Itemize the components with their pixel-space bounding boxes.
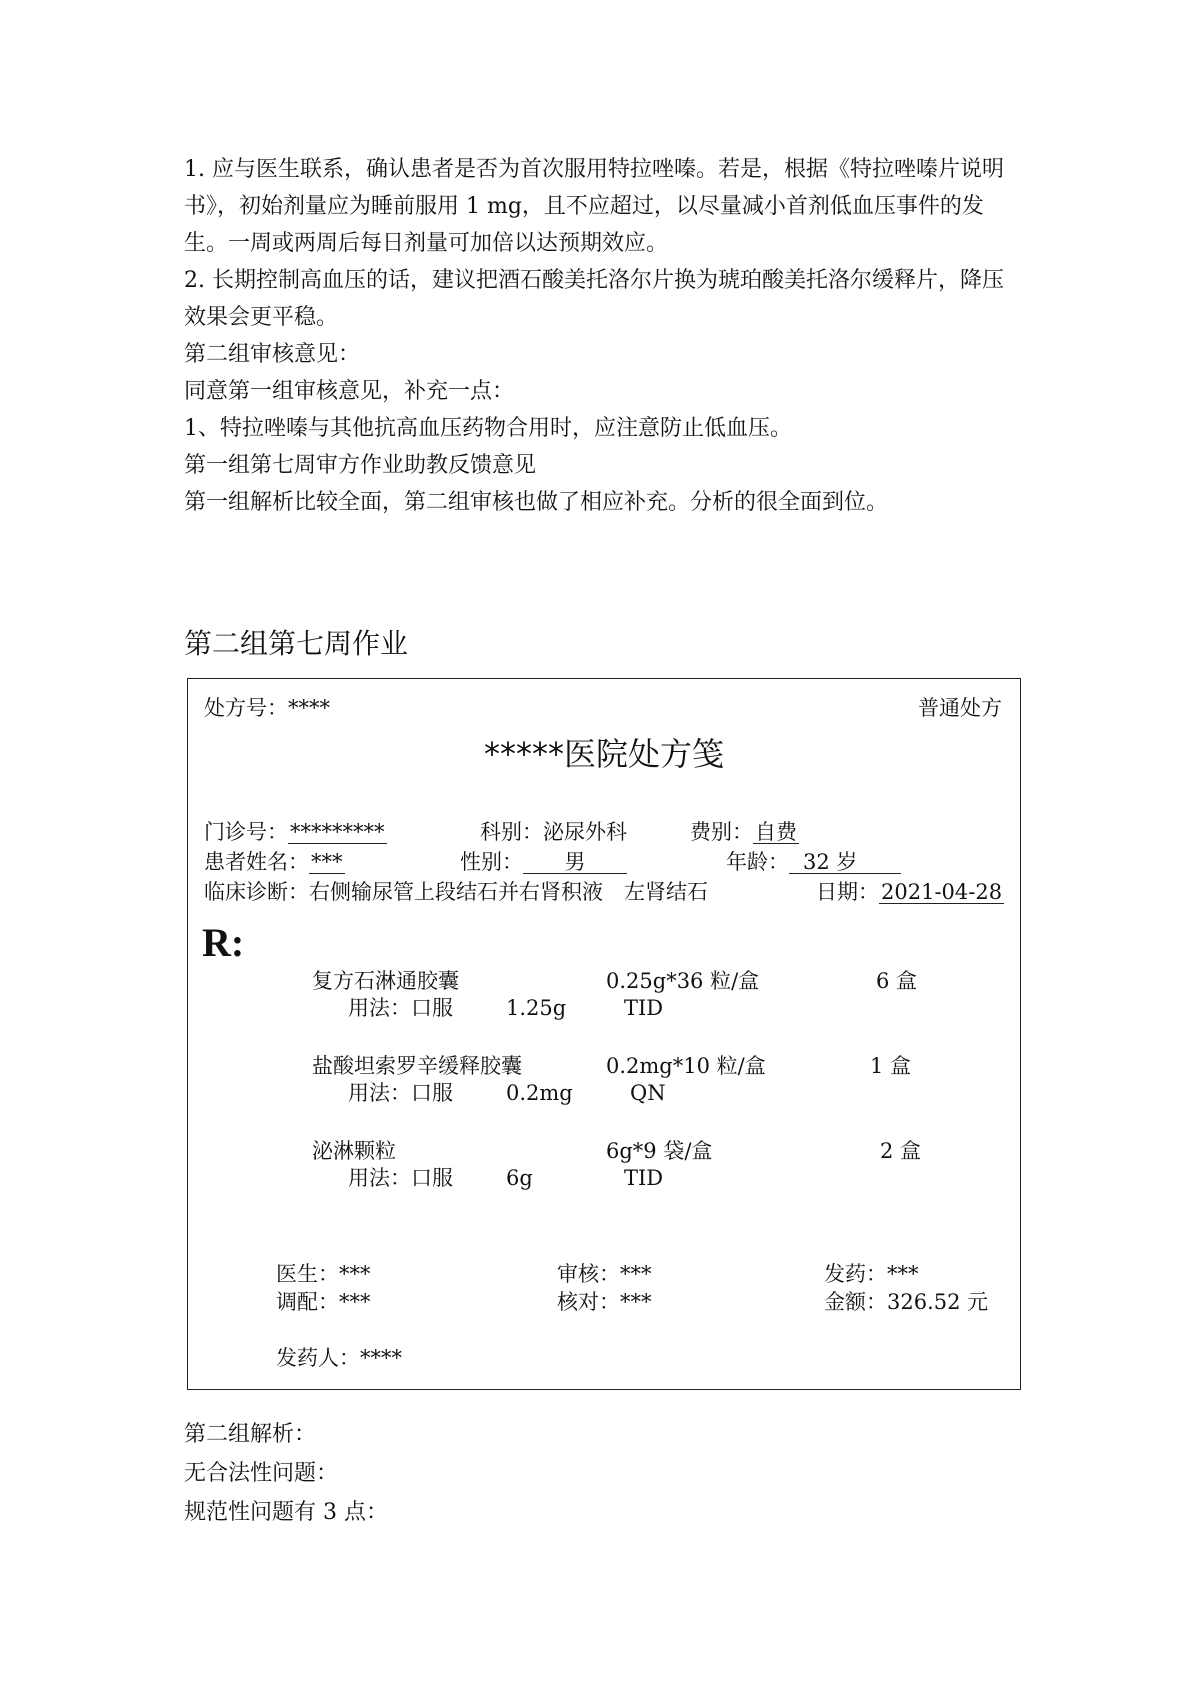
drug-2-name: 盐酸坦索罗辛缓释胶囊: [312, 1054, 522, 1078]
age-label: 年龄：: [726, 850, 789, 874]
section-heading: 第二组第七周作业: [184, 627, 409, 660]
group2-review-point-1: 1、特拉唑嗪与其他抗高血压药物合用时，应注意防止低血压。: [184, 416, 792, 441]
department: [480, 819, 627, 845]
fee-type-label: 费别：: [690, 820, 753, 844]
age-value: 32 岁: [789, 851, 901, 874]
group2-review-agree: 同意第一组审核意见，补充一点：: [184, 379, 515, 404]
rx-date-label: 日期：: [816, 880, 879, 904]
clinic-number-label: 门诊号：: [204, 820, 288, 844]
intro-paragraph-1: 1. 应与医生联系，确认患者是否为首次服用特拉唑嗪。若是，根据《特拉唑嗪片说明书》，初始剂量应为睡前服用 1 mg，且不应超过，以尽量减小首剂低血压事件的发生。一周或两周后每日剂量可加倍以达预期效应。: [184, 157, 1004, 256]
patient-name-label: 患者姓名：: [204, 850, 309, 874]
diagnosis: [204, 879, 708, 905]
dispenser-signature: 发药：***: [824, 1262, 919, 1286]
ta-feedback-text: 第一组解析比较全面，第二组审核也做了相应补充。分析的很全面到位。: [184, 490, 889, 515]
reviewer-signature: 审核：***: [557, 1262, 652, 1286]
clinic-number: [204, 819, 387, 845]
drug-1-usage: 用法：口服: [348, 996, 453, 1020]
patient-name-value: ***: [311, 850, 343, 874]
gender-label: 性别：: [460, 850, 523, 874]
drug-1-quantity: 6 盒: [876, 969, 918, 993]
rx-number-value: ****: [288, 696, 330, 720]
compounder-signature: 调配：***: [276, 1290, 371, 1314]
intro-paragraph-2: 2. 长期控制高血压的话，建议把酒石酸美托洛尔片换为琥珀酸美托洛尔缓释片，降压效果会更平稳。: [184, 268, 1004, 330]
drug-3-name: 泌淋颗粒: [312, 1139, 396, 1163]
age: [726, 849, 901, 875]
drug-1-spec: 0.25g*36 粒/盒: [606, 969, 760, 993]
drug-3-quantity: 2 盒: [880, 1139, 922, 1163]
rx-date-value: 2021-04-28: [881, 880, 1003, 904]
gender-value: 男: [523, 851, 627, 874]
diagnosis-value: 右侧输尿管上段结石并右肾积液 左肾结石: [309, 880, 708, 904]
analysis-legality: 无合法性问题：: [184, 1461, 339, 1486]
drug-2-quantity: 1 盒: [870, 1054, 912, 1078]
drug-2-dose: 0.2mg: [506, 1081, 573, 1105]
drug-3-dose: 6g: [506, 1166, 533, 1190]
department-value: 泌尿外科: [543, 820, 627, 844]
drug-3-frequency: TID: [624, 1166, 664, 1190]
rx-type: 普通处方: [918, 696, 1002, 720]
doctor-signature: 医生：***: [276, 1262, 371, 1286]
total-amount: 金额：326.52 元: [824, 1290, 989, 1314]
drug-3-spec: 6g*9 袋/盒: [606, 1139, 713, 1163]
gender: [460, 849, 627, 875]
drug-1-name: 复方石淋通胶囊: [312, 969, 459, 993]
rx-title: *****医院处方笺: [483, 735, 724, 773]
dispensing-person: 发药人：****: [276, 1346, 402, 1370]
clinic-number-value: *********: [290, 820, 385, 844]
department-label: 科别：: [480, 820, 543, 844]
drug-3-usage: 用法：口服: [348, 1166, 453, 1190]
fee-type: [690, 819, 799, 845]
rx-number: [204, 695, 330, 721]
rx-symbol: R:: [202, 920, 245, 965]
ta-feedback-heading: 第一组第七周审方作业助教反馈意见: [184, 453, 537, 478]
diagnosis-label: 临床诊断：: [204, 880, 309, 904]
analysis-standard-issues: 规范性问题有 3 点：: [184, 1500, 388, 1525]
analysis-heading: 第二组解析：: [184, 1422, 317, 1447]
group2-review-heading: 第二组审核意见：: [184, 342, 361, 367]
drug-2-usage: 用法：口服: [348, 1081, 453, 1105]
drug-2-frequency: QN: [630, 1081, 666, 1105]
drug-1-frequency: TID: [624, 996, 664, 1020]
drug-2-spec: 0.2mg*10 粒/盒: [606, 1054, 766, 1078]
rx-number-label: 处方号：: [204, 696, 288, 720]
rx-date: [816, 879, 1004, 905]
patient-name: [204, 849, 345, 875]
drug-1-dose: 1.25g: [506, 996, 567, 1020]
checker-signature: 核对：***: [557, 1290, 652, 1314]
fee-type-value: 自费: [755, 820, 797, 844]
prescription-form: [187, 678, 1021, 1390]
